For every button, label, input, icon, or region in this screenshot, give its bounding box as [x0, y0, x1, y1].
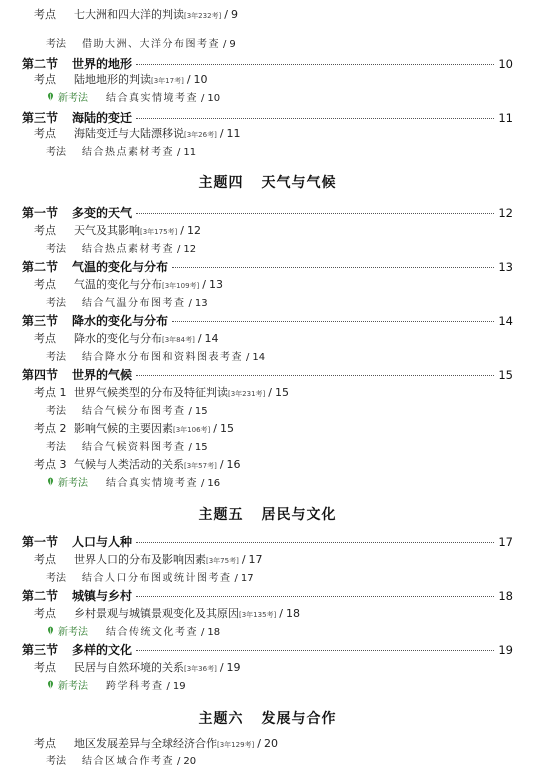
page-number: 17	[248, 553, 263, 566]
section-number: 第三节	[22, 643, 59, 657]
exam-method-label: 考法	[46, 442, 66, 453]
exam-method-label: 考法	[46, 147, 66, 158]
separator: /	[202, 278, 206, 291]
exam-point-entry[interactable]	[22, 6, 238, 22]
page-number: 16	[226, 458, 241, 471]
separator: /	[186, 73, 191, 86]
separator: /	[257, 737, 261, 750]
topic-number: 主题四	[198, 175, 244, 191]
exam-point-entry[interactable]	[22, 71, 208, 87]
new-method-label: 新考法	[58, 681, 88, 692]
page-number: 12	[187, 224, 201, 237]
exam-point-label: 考点	[34, 8, 56, 21]
exam-point-entry[interactable]	[22, 605, 300, 621]
page-number: 19	[498, 643, 513, 657]
separator: /	[201, 93, 205, 104]
exam-method-entry[interactable]	[22, 569, 254, 584]
section-number: 第二节	[22, 57, 59, 71]
new-method-badge	[46, 623, 106, 638]
separator: /	[166, 681, 170, 692]
exam-point-text: 世界人口的分布及影响因素	[74, 553, 206, 566]
leader-dots	[136, 650, 494, 651]
page-number: 13	[194, 298, 208, 309]
exam-method-text: 结合气候分布图考查	[82, 406, 186, 417]
exam-frequency: [3年26考]	[184, 131, 217, 139]
page-number: 20	[183, 756, 197, 767]
exam-method-label: 考法	[46, 756, 66, 767]
exam-frequency: [3年84考]	[162, 336, 195, 344]
separator: /	[177, 147, 181, 158]
exam-point-text: 七大洲和四大洋的判读	[74, 8, 184, 21]
exam-point-entry[interactable]	[22, 384, 289, 400]
section-entry[interactable]	[22, 366, 513, 383]
page-number: 13	[498, 260, 513, 274]
exam-method-text: 结合降水分布图和资料图表考查	[82, 352, 243, 363]
exam-method-label: 考法	[46, 298, 66, 309]
separator: /	[223, 39, 227, 50]
exam-method-text: 结合气温分布图考查	[82, 298, 186, 309]
new-method-badge	[46, 677, 106, 692]
leader-dots	[136, 118, 494, 119]
section-title: 多样的文化	[72, 643, 133, 657]
new-method-text: 结合真实情境考查	[106, 478, 198, 489]
new-method-label: 新考法	[58, 627, 88, 638]
page-number: 14	[252, 352, 266, 363]
page-number: 11	[183, 147, 197, 158]
topic-number: 主题五	[198, 507, 244, 523]
page-number: 10	[207, 93, 221, 104]
leader-dots	[136, 213, 494, 214]
exam-point-entry[interactable]	[22, 659, 241, 675]
page-number: 19	[226, 661, 241, 674]
leader-dots	[172, 321, 494, 322]
exam-frequency: [3年36考]	[184, 665, 217, 673]
exam-point-label: 考点	[34, 278, 56, 291]
page-number: 16	[207, 478, 221, 489]
page-number: 15	[220, 422, 234, 435]
leader-dots	[136, 596, 494, 597]
new-method-badge	[46, 474, 106, 489]
section-title: 城镇与乡村	[72, 589, 133, 603]
new-method-entry[interactable]	[22, 623, 220, 638]
page-number: 11	[226, 127, 241, 140]
leaf-icon	[46, 680, 55, 689]
section-entry[interactable]	[22, 533, 513, 550]
section-number: 第三节	[22, 111, 59, 125]
new-method-entry[interactable]	[22, 89, 220, 104]
page-number: 10	[193, 73, 208, 86]
exam-point-text: 气候与人类活动的关系	[74, 458, 184, 471]
exam-method-text: 结合气候资料图考查	[82, 442, 186, 453]
separator: /	[246, 352, 250, 363]
page-number: 15	[194, 406, 208, 417]
exam-point-entry[interactable]	[22, 735, 278, 751]
section-entry[interactable]	[22, 641, 513, 658]
exam-point-label: 考点	[34, 224, 56, 237]
exam-point-text: 降水的变化与分布	[74, 332, 162, 345]
exam-point-text: 天气及其影响	[74, 224, 140, 237]
exam-method-label: 考法	[46, 406, 66, 417]
new-method-label: 新考法	[58, 93, 88, 104]
page-number: 12	[498, 206, 513, 220]
leaf-icon	[46, 626, 55, 635]
new-method-badge	[46, 89, 106, 104]
exam-point-text: 陆地地形的判读	[74, 73, 151, 86]
exam-point-entry[interactable]	[22, 456, 241, 472]
separator: /	[213, 422, 217, 435]
topic-heading	[0, 504, 535, 524]
leader-dots	[136, 542, 494, 543]
separator: /	[201, 478, 205, 489]
exam-point-label: 考点 2	[34, 422, 67, 435]
topic-title: 居民与文化	[261, 507, 337, 523]
exam-point-entry[interactable]	[22, 276, 223, 292]
exam-frequency: [3年175考]	[140, 228, 178, 236]
exam-frequency: [3年109考]	[162, 282, 200, 290]
separator: /	[219, 458, 224, 471]
section-number: 第二节	[22, 260, 59, 274]
page-number: 13	[209, 278, 223, 291]
exam-frequency: [3年75考]	[206, 557, 239, 565]
separator: /	[219, 127, 224, 140]
separator: /	[241, 553, 246, 566]
section-title: 气温的变化与分布	[72, 260, 169, 274]
exam-frequency: [3年232考]	[184, 12, 222, 20]
exam-point-label: 考点	[34, 553, 56, 566]
exam-method-label: 考法	[46, 244, 66, 255]
separator: /	[188, 406, 192, 417]
exam-frequency: [3年17考]	[151, 77, 184, 85]
section-entry[interactable]	[22, 109, 513, 126]
separator: /	[224, 8, 228, 21]
exam-frequency: [3年106考]	[173, 426, 211, 434]
exam-frequency: [3年231考]	[228, 390, 266, 398]
section-number: 第三节	[22, 314, 59, 328]
page-number: 15	[194, 442, 208, 453]
section-number: 第二节	[22, 589, 59, 603]
leader-dots	[172, 267, 494, 268]
separator: /	[219, 661, 224, 674]
topic-title: 发展与合作	[261, 711, 337, 727]
exam-point-text: 民居与自然环境的关系	[74, 661, 184, 674]
leaf-icon	[46, 92, 55, 101]
page-number: 18	[498, 589, 513, 603]
separator: /	[188, 442, 192, 453]
section-title: 世界的气候	[72, 368, 133, 382]
topic-title: 天气与气候	[261, 175, 337, 191]
exam-method-entry[interactable]	[22, 438, 208, 453]
separator: /	[279, 607, 283, 620]
exam-point-label: 考点 1	[34, 386, 67, 399]
exam-point-entry[interactable]	[22, 551, 263, 567]
exam-point-label: 考点 3	[34, 458, 67, 471]
topic-heading	[0, 708, 535, 728]
exam-point-label: 考点	[34, 332, 56, 345]
section-entry[interactable]	[22, 55, 513, 72]
leader-dots	[136, 64, 494, 65]
new-method-label: 新考法	[58, 478, 88, 489]
section-entry[interactable]	[22, 258, 513, 275]
section-entry[interactable]	[22, 312, 513, 329]
exam-method-entry[interactable]	[22, 402, 208, 417]
exam-method-entry[interactable]	[22, 240, 196, 255]
exam-point-entry[interactable]	[22, 222, 201, 238]
exam-method-text: 结合区域合作考查	[82, 756, 174, 767]
page-number: 20	[264, 737, 278, 750]
section-number: 第一节	[22, 206, 59, 220]
section-number: 第一节	[22, 535, 59, 549]
page-number: 9	[231, 8, 238, 21]
new-method-text: 结合传统文化考查	[106, 627, 198, 638]
exam-point-label: 考点	[34, 661, 56, 674]
page-number: 9	[229, 39, 236, 50]
section-title: 多变的天气	[72, 206, 133, 220]
exam-point-text: 乡村景观与城镇景观变化及其原因	[74, 607, 239, 620]
section-title: 海陆的变迁	[72, 111, 133, 125]
exam-method-text: 结合人口分布图或统计图考查	[82, 573, 232, 584]
separator: /	[201, 627, 205, 638]
separator: /	[177, 756, 181, 767]
exam-method-text: 借助大洲、大洋分布图考查	[82, 39, 220, 50]
separator: /	[188, 298, 192, 309]
separator: /	[197, 332, 202, 345]
exam-point-entry[interactable]	[22, 125, 241, 141]
separator: /	[268, 386, 272, 399]
exam-frequency: [3年57考]	[184, 462, 217, 470]
section-entry[interactable]	[22, 587, 513, 604]
section-entry[interactable]	[22, 204, 513, 221]
new-method-text: 结合真实情境考查	[106, 93, 198, 104]
exam-point-text: 地区发展差异与全球经济合作	[74, 737, 217, 750]
page-number: 17	[240, 573, 254, 584]
exam-frequency: [3年129考]	[217, 741, 255, 749]
page-number: 15	[498, 368, 513, 382]
section-number: 第四节	[22, 368, 59, 382]
exam-method-entry[interactable]	[22, 348, 265, 363]
page-number: 19	[172, 681, 186, 692]
exam-point-label: 考点	[34, 73, 56, 86]
page-number: 18	[286, 607, 300, 620]
exam-method-entry[interactable]	[22, 752, 196, 767]
exam-method-label: 考法	[46, 352, 66, 363]
exam-method-entry[interactable]	[22, 143, 196, 158]
new-method-entry[interactable]	[22, 677, 186, 692]
exam-method-entry[interactable]	[22, 294, 208, 309]
section-title: 世界的地形	[72, 57, 133, 71]
exam-point-text: 影响气候的主要因素	[74, 422, 173, 435]
exam-method-label: 考法	[46, 573, 66, 584]
page-number: 12	[183, 244, 197, 255]
new-method-entry[interactable]	[22, 474, 220, 489]
leader-dots	[136, 375, 494, 376]
exam-point-text: 气温的变化与分布	[74, 278, 162, 291]
separator: /	[234, 573, 238, 584]
page-number: 14	[498, 314, 513, 328]
section-title: 人口与人种	[72, 535, 133, 549]
section-title: 降水的变化与分布	[72, 314, 169, 328]
exam-method-entry[interactable]	[22, 35, 236, 50]
page-number: 15	[275, 386, 289, 399]
exam-point-entry[interactable]	[22, 330, 219, 346]
exam-point-label: 考点	[34, 607, 56, 620]
exam-point-text: 世界气候类型的分布及特征判读	[74, 386, 228, 399]
new-method-text: 跨学科考查	[106, 681, 164, 692]
topic-number: 主题六	[198, 711, 244, 727]
exam-point-entry[interactable]	[22, 420, 234, 436]
exam-point-label: 考点	[34, 127, 56, 140]
page-number: 11	[498, 111, 513, 125]
separator: /	[180, 224, 184, 237]
page-number: 17	[498, 535, 513, 549]
page-number: 10	[498, 57, 513, 71]
topic-heading	[0, 172, 535, 192]
page-number: 18	[207, 627, 221, 638]
exam-method-label: 考法	[46, 39, 66, 50]
exam-point-text: 海陆变迁与大陆漂移说	[74, 127, 184, 140]
exam-frequency: [3年135考]	[239, 611, 277, 619]
exam-method-text: 结合热点素材考查	[82, 147, 174, 158]
separator: /	[177, 244, 181, 255]
exam-point-label: 考点	[34, 737, 56, 750]
page-number: 14	[204, 332, 219, 345]
exam-method-text: 结合热点素材考查	[82, 244, 174, 255]
leaf-icon	[46, 477, 55, 486]
